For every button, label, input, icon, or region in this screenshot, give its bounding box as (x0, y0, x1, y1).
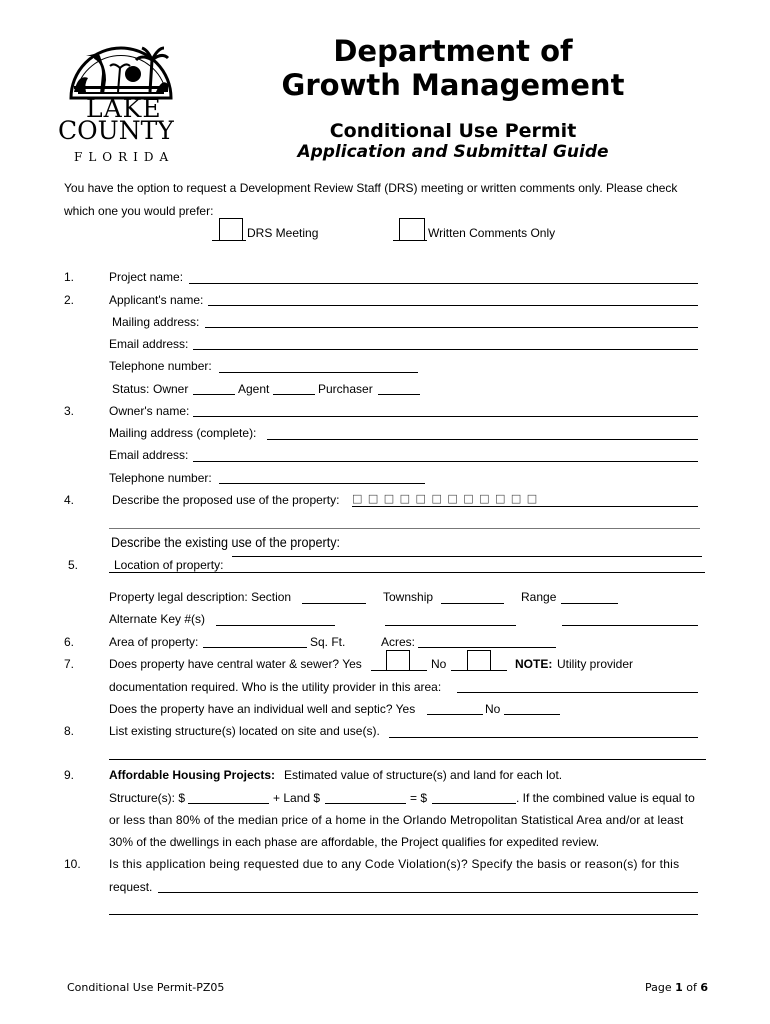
item-number: 1. (64, 270, 75, 284)
owner-mailing-label: Mailing address (complete): (109, 426, 257, 440)
item-number: 7. (64, 657, 75, 671)
well-septic-no-field[interactable] (504, 714, 560, 715)
code-violation-label: Is this application being requested due to any Code Violation(s)? Specify the basis or reason(s) for this (109, 857, 680, 871)
list-structures-field-line2[interactable] (109, 759, 706, 760)
structures-value-label: Structure(s): $ (109, 791, 186, 805)
project-name-label: Project name: (109, 270, 184, 284)
proposed-use-field[interactable] (352, 506, 698, 507)
page-current: 1 (675, 981, 683, 994)
item-number: 9. (64, 768, 75, 782)
written-comments-checkbox[interactable] (399, 218, 425, 241)
water-sewer-yes-checkbox[interactable] (386, 650, 410, 671)
applicant-email-field[interactable] (193, 349, 698, 350)
applicant-email-label: Email address: (109, 337, 189, 351)
page-of-label: of (686, 981, 697, 994)
applicant-mailing-field[interactable] (205, 327, 698, 328)
code-violation-field-line2[interactable] (109, 914, 698, 915)
existing-use-label: Describe the existing use of the property: (111, 534, 341, 550)
legal-section-label: Property legal description: Section (109, 590, 292, 604)
status-purchaser-field[interactable] (378, 394, 420, 395)
legal-township-field[interactable] (441, 603, 504, 604)
status-agent-field[interactable] (273, 394, 315, 395)
footer-page-number (645, 981, 708, 994)
proposed-use-field-line2[interactable] (109, 528, 700, 529)
area-sqft-field[interactable] (203, 647, 307, 648)
written-comments-label: Written Comments Only (428, 226, 556, 240)
owner-telephone-field[interactable] (219, 483, 425, 484)
land-value-field[interactable] (325, 803, 406, 804)
logo-text-lake: LAKE (86, 94, 162, 123)
total-value-label: = $ (410, 791, 428, 805)
applicant-telephone-field[interactable] (219, 372, 418, 373)
alternate-key-field-2[interactable] (385, 625, 516, 626)
combined-value-text: . If the combined value is equal to (516, 791, 695, 805)
sqft-label: Sq. Ft. (310, 635, 346, 649)
existing-use-field[interactable] (232, 556, 702, 557)
logo-text-county: COUNTY (58, 116, 174, 145)
permit-subtitle: Application and Submittal Guide (297, 142, 609, 162)
legal-range-field[interactable] (561, 603, 618, 604)
item-number: 5. (68, 558, 79, 572)
request-label: request. (109, 880, 153, 894)
status-owner-field[interactable] (193, 394, 235, 395)
well-septic-yes-field[interactable] (427, 714, 483, 715)
page-label: Page (645, 981, 672, 994)
drs-meeting-checkbox[interactable] (219, 218, 243, 241)
dept-title-line2: Growth Management (281, 68, 625, 102)
acres-label: Acres: (381, 635, 416, 649)
total-value-field[interactable] (432, 803, 516, 804)
well-septic-no-label: No (485, 702, 501, 716)
item-number: 2. (64, 293, 75, 307)
owner-email-field[interactable] (193, 461, 698, 462)
status-owner-label: Owner (153, 382, 189, 396)
intro-line1: You have the option to request a Development Review Staff (DRS) meeting or written comments only. Please check (64, 181, 678, 195)
structures-value-field[interactable] (188, 803, 269, 804)
applicant-telephone-label: Telephone number: (109, 359, 212, 373)
affordable-line-30: 30% of the dwellings in each phase are affordable, the Project qualifies for expedited review. (109, 835, 600, 849)
well-septic-label: Does the property have an individual well and septic? Yes (109, 702, 416, 716)
intro-line2: which one you would prefer: (64, 204, 214, 218)
code-violation-field[interactable] (158, 892, 698, 893)
location-field[interactable] (109, 572, 705, 573)
applicant-name-field[interactable] (208, 305, 698, 306)
note-text: Utility provider (557, 657, 634, 671)
status-agent-label: Agent (238, 382, 270, 396)
item-number: 4. (64, 493, 75, 507)
note-label: NOTE: (515, 657, 553, 671)
alternate-key-field-3[interactable] (562, 625, 698, 626)
documentation-label: documentation required. Who is the utility provider in this area: (109, 680, 442, 694)
list-structures-field[interactable] (389, 737, 698, 738)
alternate-key-label: Alternate Key #(s) (109, 612, 206, 626)
legal-range-label: Range (521, 590, 557, 604)
legal-section-field[interactable] (302, 603, 366, 604)
land-value-label: + Land $ (273, 791, 321, 805)
utility-provider-field[interactable] (457, 692, 698, 693)
owner-name-field[interactable] (193, 416, 698, 417)
item-number: 6. (64, 635, 75, 649)
owner-telephone-label: Telephone number: (109, 471, 212, 485)
affordable-housing-label: Affordable Housing Projects: (109, 768, 276, 782)
acres-field[interactable] (418, 647, 556, 648)
affordable-housing-text: Estimated value of structure(s) and land for each lot. (284, 768, 563, 782)
water-sewer-no-checkbox[interactable] (467, 650, 491, 671)
page-total: 6 (700, 981, 709, 994)
legal-township-label: Township (383, 590, 434, 604)
item-number: 3. (64, 404, 75, 418)
lake-county-logo (58, 34, 184, 170)
affordable-line-80: or less than 80% of the median price of a home in the Orlando Metropolitan Statistical Area and/or at least (109, 813, 684, 827)
proposed-use-label: Describe the proposed use of the property: (112, 493, 340, 507)
item-number: 8. (64, 724, 75, 738)
project-name-field[interactable] (189, 283, 698, 284)
owner-name-label: Owner's name: (109, 404, 190, 418)
applicant-mailing-label: Mailing address: (112, 315, 200, 329)
dept-title-line1: Department of (333, 34, 573, 68)
area-label: Area of property: (109, 635, 199, 649)
owner-email-label: Email address: (109, 448, 189, 462)
status-label: Status: (112, 382, 150, 396)
owner-mailing-field[interactable] (267, 439, 698, 440)
item-number: 10. (64, 857, 81, 871)
status-purchaser-label: Purchaser (318, 382, 373, 396)
logo-text-florida: FLORIDA (74, 150, 175, 164)
location-label: Location of property: (114, 558, 224, 572)
proposed-use-placeholder-glyphs: □ □ □ □ □ □ □ □ □ □ □ □ (352, 492, 539, 505)
footer-form-code: Conditional Use Permit-PZ05 (67, 981, 225, 994)
alternate-key-field-1[interactable] (216, 625, 335, 626)
list-structures-label: List existing structure(s) located on site and use(s). (109, 724, 380, 738)
permit-title: Conditional Use Permit (329, 120, 577, 142)
water-sewer-no-label: No (431, 657, 447, 671)
applicant-name-label: Applicant's name: (109, 293, 204, 307)
drs-meeting-label: DRS Meeting (247, 226, 319, 240)
water-sewer-label: Does property have central water & sewer? Yes (109, 657, 362, 671)
